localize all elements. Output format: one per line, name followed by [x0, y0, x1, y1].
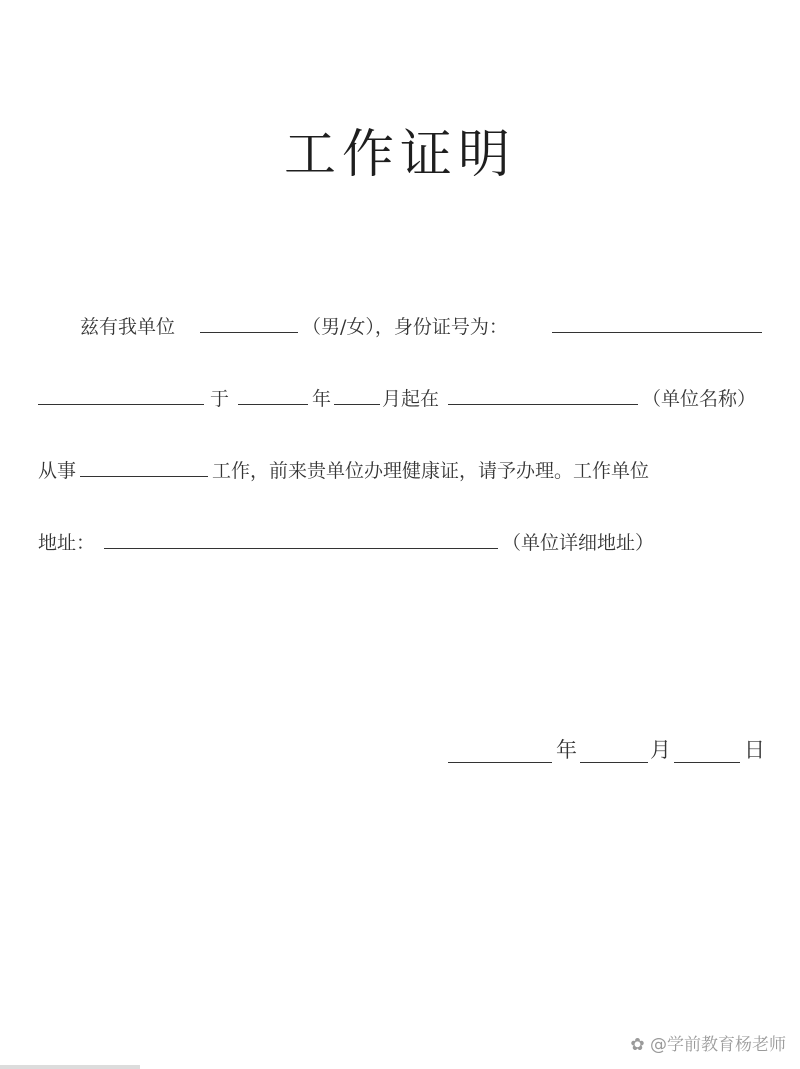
start-year-blank[interactable] [238, 404, 308, 405]
id-number-blank[interactable] [552, 332, 762, 333]
paw-icon: ✿ [630, 1035, 645, 1055]
at-text: 于 [210, 388, 230, 410]
purpose-text: 工作，前来贵单位办理健康证，请予办理。工作单位 [212, 460, 650, 482]
job-type-blank[interactable] [80, 476, 208, 477]
watermark [630, 1030, 786, 1055]
sign-year-text: 年 [556, 738, 577, 762]
address-hint: （单位详细地址） [502, 532, 655, 554]
employee-name-blank[interactable] [200, 332, 298, 333]
watermark-text: @学前教育杨老师 [650, 1035, 786, 1055]
month-from-text: 月起在 [382, 388, 440, 410]
sign-year-blank[interactable] [448, 762, 552, 763]
start-month-blank[interactable] [334, 404, 380, 405]
sign-day-text: 日 [744, 738, 765, 762]
address-label: 地址： [38, 532, 96, 554]
gender-id-text: （男/女），身份证号为： [302, 316, 508, 338]
engaged-text: 从事 [38, 460, 77, 482]
bottom-edge-divider [0, 1065, 140, 1069]
id-number-continued-blank[interactable] [38, 404, 204, 405]
intro-text: 兹有我单位 [80, 316, 176, 338]
sign-day-blank[interactable] [674, 762, 740, 763]
sign-month-text: 月 [650, 738, 671, 762]
unit-name-blank[interactable] [448, 404, 638, 405]
page-title: 工作证明 [283, 125, 516, 185]
unit-name-hint: （单位名称） [642, 388, 757, 410]
year-text: 年 [312, 388, 332, 410]
sign-month-blank[interactable] [580, 762, 648, 763]
address-blank[interactable] [104, 548, 498, 549]
